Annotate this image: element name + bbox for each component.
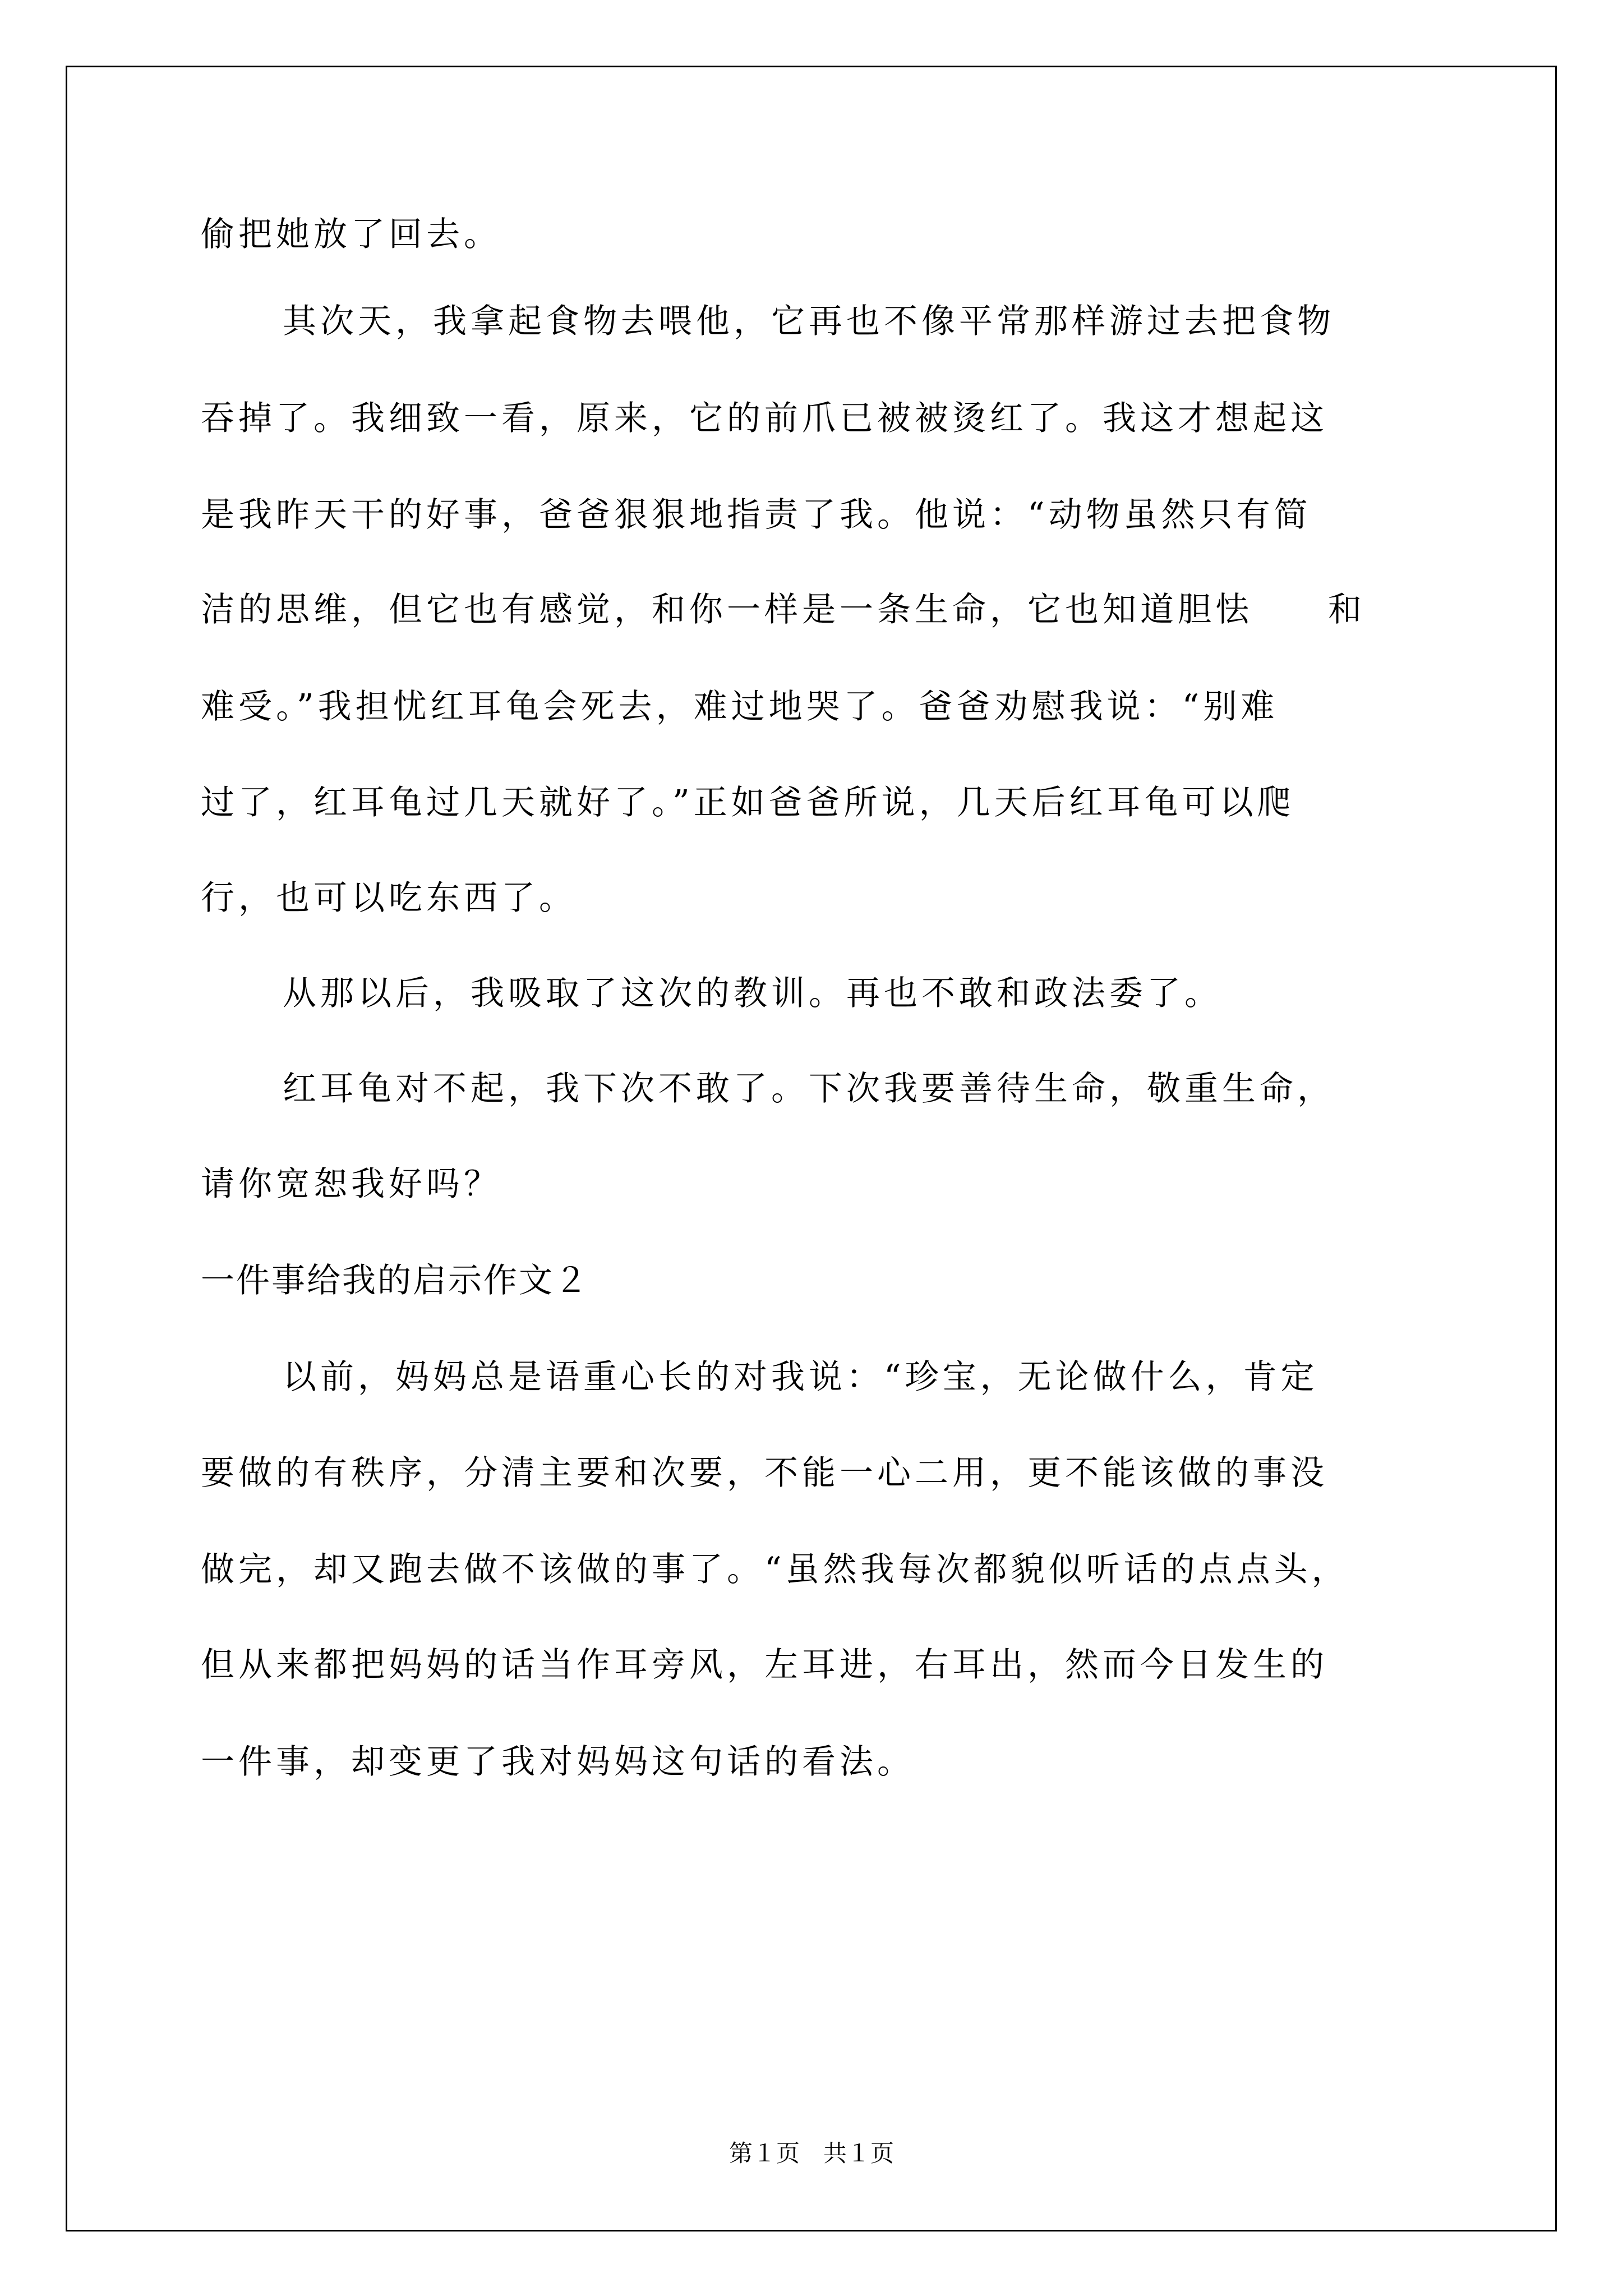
page-footer: 第１页 共１页 (728, 2141, 894, 2167)
paragraph-line: 以前，妈妈总是语重心长的对我说：“珍宝，无论做什么，肯定 (283, 1358, 1318, 1397)
paragraph-line: 洁的思维，但它也有感觉，和你一样是一条生命，它也知道胆怯 和 (201, 590, 1366, 629)
paragraph-line: 要做的有秩序，分清主要和次要，不能一心二用，更不能该做的事没 (201, 1453, 1328, 1493)
paragraph-line: 红耳龟对不起，我下次不敢了。下次我要善待生命，敬重生命， (283, 1069, 1335, 1108)
paragraph-line: 吞掉了。我细致一看，原来，它的前爪已被被烫红了。我这才想起这 (201, 399, 1328, 438)
paragraph-line: 做完，却又跑去做不该做的事了。“虽然我每次都貌似听话的点点头， (201, 1550, 1349, 1589)
paragraph-line: 是我昨天干的好事，爸爸狠狠地指责了我。他说：“动物虽然只有简 (201, 495, 1312, 535)
paragraph-line: 一件事，却变更了我对妈妈这句话的看法。 (201, 1742, 915, 1782)
paragraph-line: 过了，红耳龟过几天就好了。”正如爸爸所说，几天后红耳龟可以爬 (201, 783, 1295, 822)
section-heading: 一件事给我的启示作文２ (201, 1261, 589, 1300)
page-border (66, 66, 1557, 2231)
paragraph-line: 其次天，我拿起食物去喂他，它再也不像平常那样游过去把食物 (283, 302, 1335, 341)
paragraph-line: 但从来都把妈妈的话当作耳旁风，左耳进，右耳出，然而今日发生的 (201, 1645, 1328, 1685)
paragraph-line: 难受。”我担忧红耳龟会死去，难过地哭了。爸爸劝慰我说：“别难 (201, 687, 1279, 726)
paragraph-line: 请你宽恕我好吗？ (201, 1165, 501, 1204)
paragraph-line: 偷把她放了回去。 (201, 215, 501, 254)
paragraph-line: 从那以后，我吸取了这次的教训。再也不敢和政法委了。 (283, 974, 1222, 1013)
paragraph-line: 行，也可以吃东西了。 (201, 878, 577, 918)
